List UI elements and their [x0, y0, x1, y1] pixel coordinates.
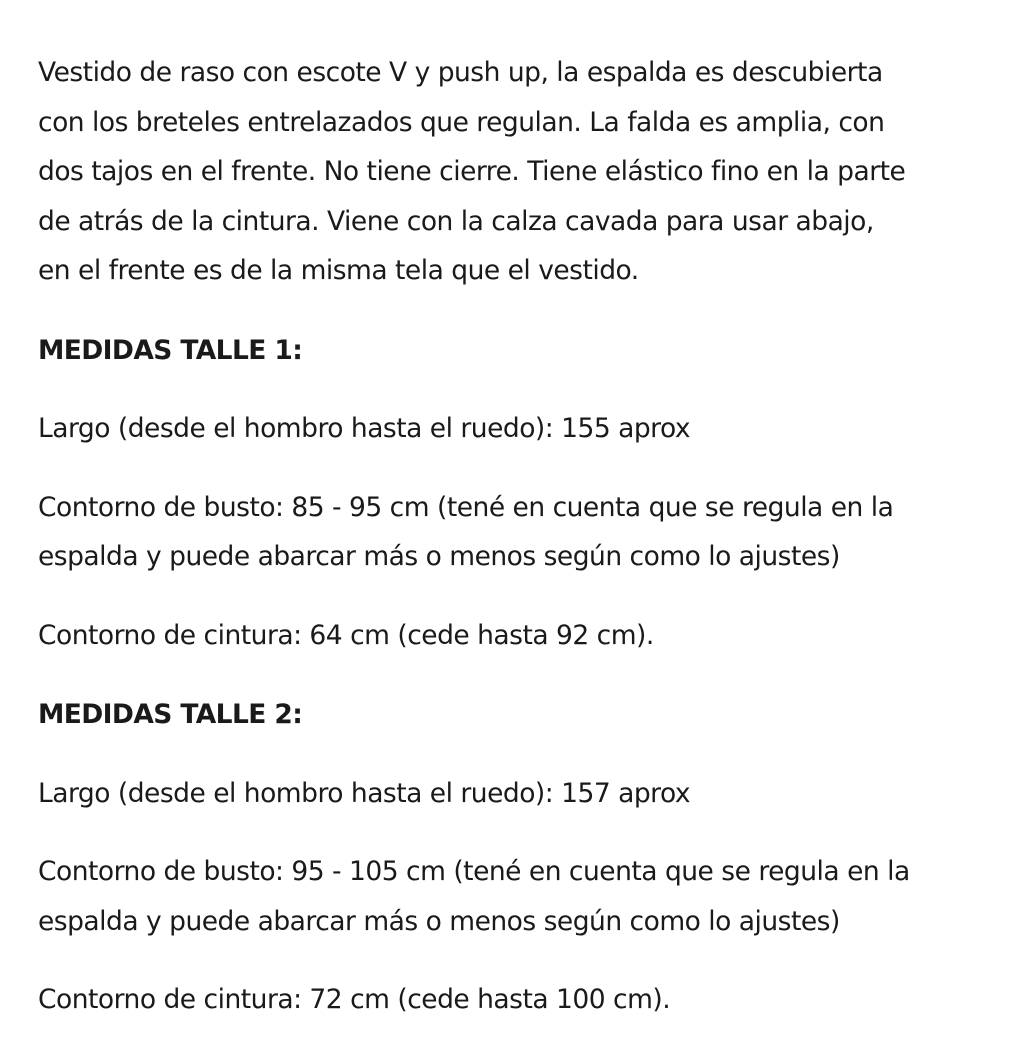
size1-bust-line: espalda y puede abarcar más o menos según como lo ajustes) — [38, 541, 840, 572]
size1-heading: MEDIDAS TALLE 1: — [38, 334, 303, 366]
size2-bust — [38, 847, 998, 946]
size2-length: Largo (desde el hombro hasta el ruedo): 157 aprox — [38, 777, 691, 809]
size1-bust-line: Contorno de busto: 85 - 95 cm (tené en cuenta que se regula en la — [38, 491, 894, 523]
description-line: Vestido de raso con escote V y push up, la espalda es descubierta — [38, 57, 883, 88]
description-line: en el frente es de la misma tela que el vestido. — [38, 255, 639, 286]
description-paragraph — [38, 48, 998, 296]
size2-heading: MEDIDAS TALLE 2: — [38, 699, 303, 730]
description-line: dos tajos en el frente. No tiene cierre. Tiene elástico fino en la parte — [38, 156, 906, 187]
size1-bust — [38, 483, 998, 582]
description-line: con los breteles entrelazados que regulan. La falda es amplia, con — [38, 106, 885, 138]
product-description — [38, 48, 998, 1025]
size2-waist: Contorno de cintura: 72 cm (cede hasta 100 cm). — [38, 984, 671, 1015]
size1-length: Largo (desde el hombro hasta el ruedo): 155 aprox — [38, 413, 691, 444]
size2-bust-line: Contorno de busto: 95 - 105 cm (tené en cuenta que se regula en la — [38, 856, 910, 887]
size1-waist: Contorno de cintura: 64 cm (cede hasta 92 cm). — [38, 619, 654, 651]
description-line: de atrás de la cintura. Viene con la calza cavada para usar abajo, — [38, 205, 874, 237]
size2-bust-line: espalda y puede abarcar más o menos según como lo ajustes) — [38, 905, 840, 937]
